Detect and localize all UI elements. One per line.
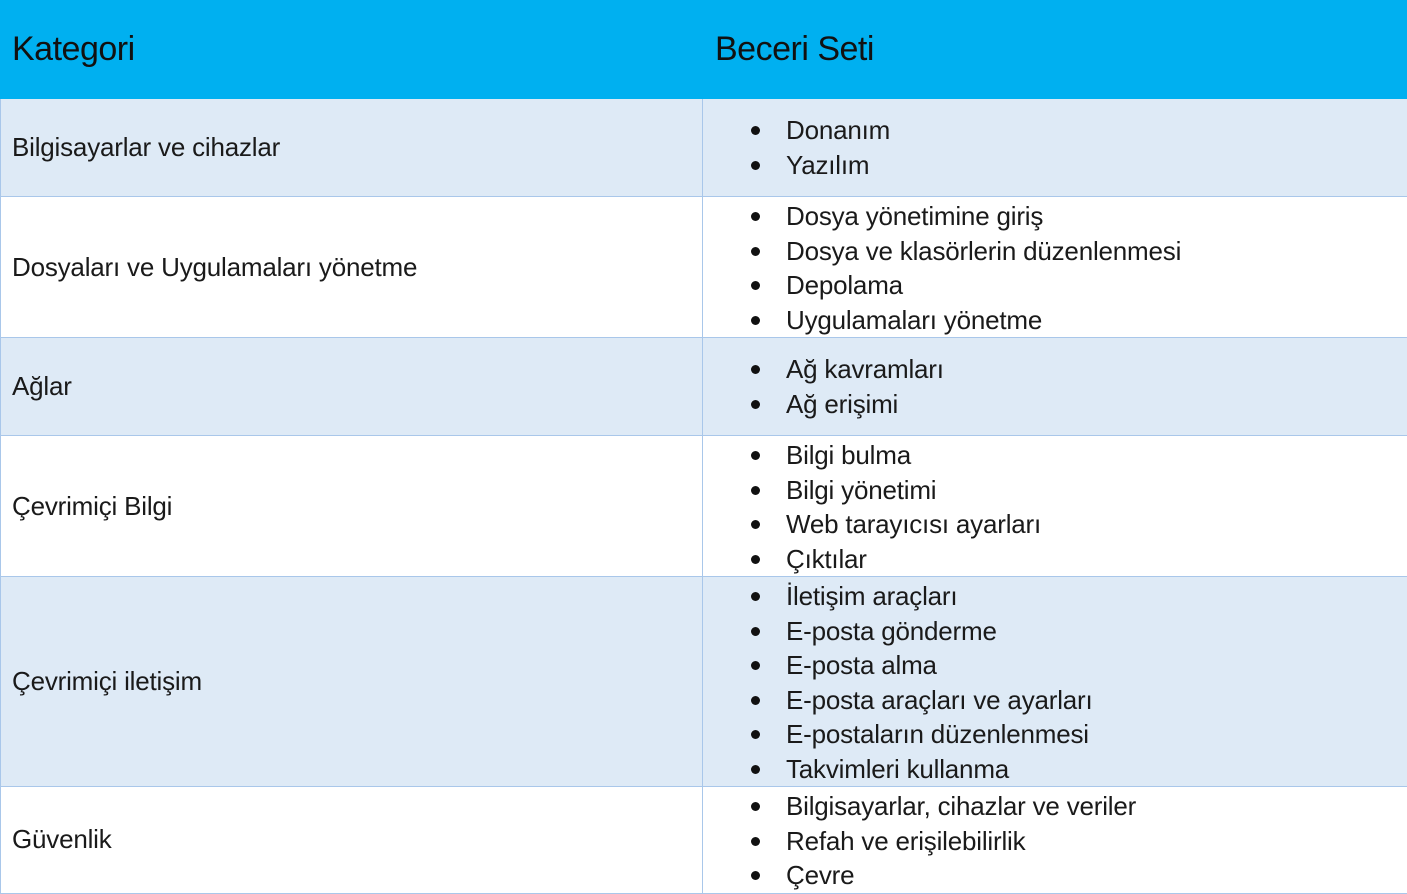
table-row: [1, 338, 1407, 436]
bullet-icon: [751, 802, 760, 811]
category-cell: Güvenlik: [1, 787, 703, 894]
bullet-icon: [751, 316, 760, 325]
skills-cell: [703, 436, 1407, 577]
bullet-icon: [751, 400, 760, 409]
category-cell: Bilgisayarlar ve cihazlar: [1, 99, 703, 197]
skill-item: Dosya ve klasörlerin düzenlenmesi: [751, 234, 1407, 269]
skill-list: [703, 199, 1407, 337]
skill-item: Web tarayıcısı ayarları: [751, 507, 1407, 542]
skill-item: E-posta gönderme: [751, 614, 1407, 649]
skill-item: Çıktılar: [751, 542, 1407, 577]
skill-item: E-posta araçları ve ayarları: [751, 683, 1407, 718]
category-cell: Dosyaları ve Uygulamaları yönetme: [1, 197, 703, 338]
skill-list: [703, 579, 1407, 786]
table-row: [1, 197, 1407, 338]
bullet-icon: [751, 247, 760, 256]
category-cell: Çevrimiçi Bilgi: [1, 436, 703, 577]
skill-list: [703, 438, 1407, 576]
bullet-icon: [751, 592, 760, 601]
bullet-icon: [751, 520, 760, 529]
skill-list: [703, 789, 1407, 893]
bullet-icon: [751, 627, 760, 636]
bullet-icon: [751, 486, 760, 495]
table-row: [1, 577, 1407, 787]
bullet-icon: [751, 837, 760, 846]
skill-item: Uygulamaları yönetme: [751, 303, 1407, 338]
header-category: Kategori: [1, 1, 703, 99]
skill-item: Bilgi bulma: [751, 438, 1407, 473]
skills-cell: [703, 787, 1407, 894]
skill-item: Bilgi yönetimi: [751, 473, 1407, 508]
bullet-icon: [751, 765, 760, 774]
table-row: [1, 436, 1407, 577]
skill-item: Takvimleri kullanma: [751, 752, 1407, 787]
bullet-icon: [751, 451, 760, 460]
skills-cell: [703, 577, 1407, 787]
bullet-icon: [751, 281, 760, 290]
skill-item: İletişim araçları: [751, 579, 1407, 614]
skill-item: Dosya yönetimine giriş: [751, 199, 1407, 234]
bullet-icon: [751, 212, 760, 221]
skills-cell: [703, 99, 1407, 197]
bullet-icon: [751, 661, 760, 670]
category-cell: Çevrimiçi iletişim: [1, 577, 703, 787]
skill-list: [703, 352, 1407, 421]
skills-cell: [703, 197, 1407, 338]
skill-item: E-postaların düzenlenmesi: [751, 717, 1407, 752]
skill-item: Depolama: [751, 268, 1407, 303]
category-cell: Ağlar: [1, 338, 703, 436]
bullet-icon: [751, 126, 760, 135]
table-header-row: [1, 1, 1407, 99]
bullet-icon: [751, 871, 760, 880]
table-row: [1, 787, 1407, 894]
skill-item: Ağ erişimi: [751, 387, 1407, 422]
table-row: [1, 99, 1407, 197]
bullet-icon: [751, 161, 760, 170]
bullet-icon: [751, 365, 760, 374]
header-skill-set: Beceri Seti: [703, 1, 1407, 99]
skill-item: Ağ kavramları: [751, 352, 1407, 387]
skill-item: E-posta alma: [751, 648, 1407, 683]
skills-cell: [703, 338, 1407, 436]
skill-item: Refah ve erişilebilirlik: [751, 824, 1407, 859]
bullet-icon: [751, 696, 760, 705]
skill-list: [703, 113, 1407, 182]
skill-item: Çevre: [751, 858, 1407, 893]
bullet-icon: [751, 555, 760, 564]
bullet-icon: [751, 730, 760, 739]
skill-item: Donanım: [751, 113, 1407, 148]
skill-item: Bilgisayarlar, cihazlar ve veriler: [751, 789, 1407, 824]
skill-item: Yazılım: [751, 148, 1407, 183]
